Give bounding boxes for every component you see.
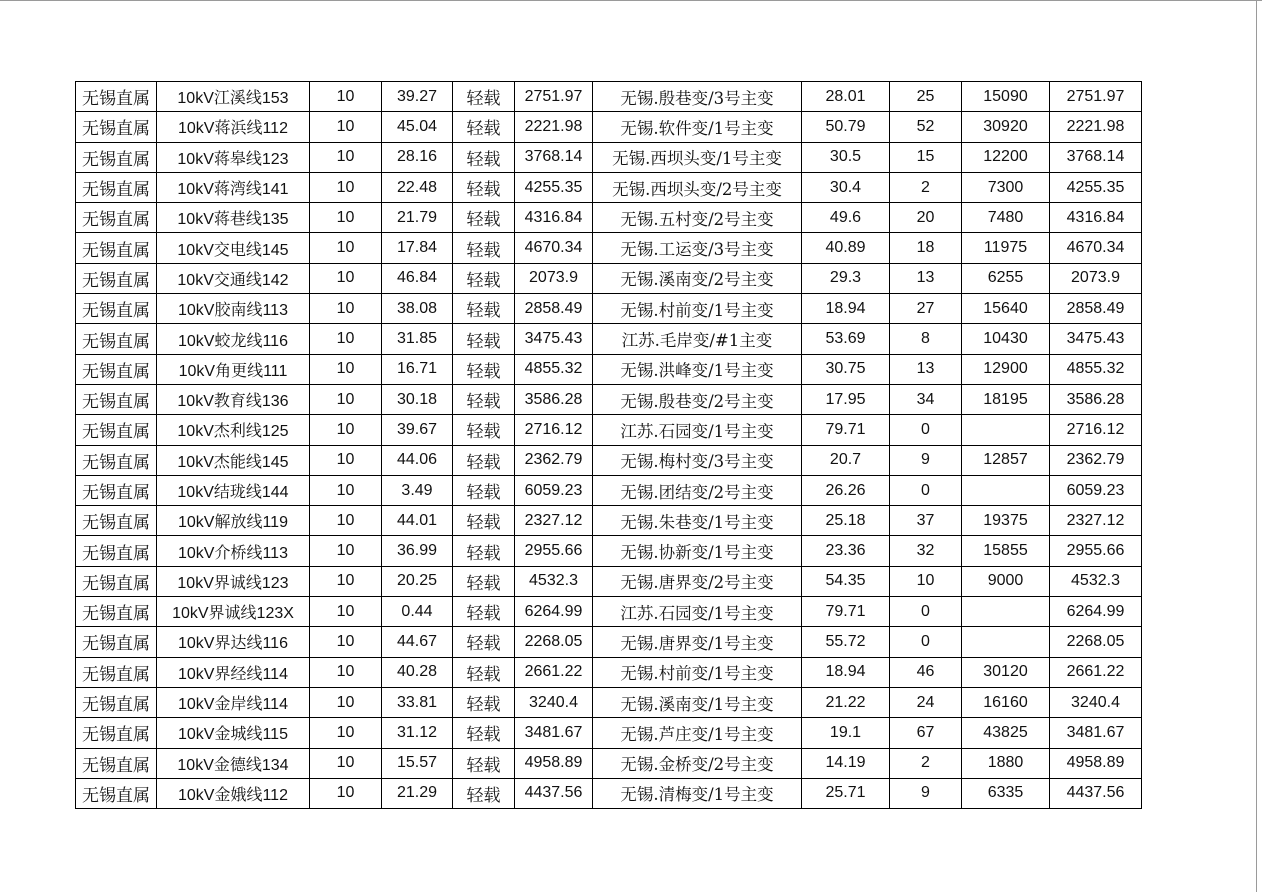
available-capacity-cell: 4670.34 [1050,233,1142,263]
transformer-load-rate-cell: 79.71 [802,597,890,627]
substation-transformer-cell: 无锡.金桥变/2号主变 [593,748,802,778]
load-rate-cell: 39.67 [382,415,453,445]
unit-cell: 无锡直属 [76,415,157,445]
voltage-cell: 10 [310,687,382,717]
voltage-cell: 10 [310,112,382,142]
load-rate-cell: 40.28 [382,657,453,687]
load-rate-cell: 45.04 [382,112,453,142]
transformer-load-rate-cell: 14.19 [802,748,890,778]
transformer-load-rate-cell: 29.3 [802,263,890,293]
load-status-cell: 轻载 [453,233,515,263]
available-capacity-cell: 2661.22 [1050,657,1142,687]
available-capacity-cell: 2858.49 [1050,294,1142,324]
user-count-cell: 15 [890,142,962,172]
line-name-cell: 10kV界诚线123X [157,597,310,627]
capacity-margin-cell: 2716.12 [515,415,593,445]
feeder-load-table [75,81,1142,809]
voltage-cell: 10 [310,233,382,263]
transformer-load-rate-cell: 25.71 [802,778,890,808]
unit-cell: 无锡直属 [76,324,157,354]
line-name-cell: 10kV金城线115 [157,718,310,748]
table-row [76,718,1142,748]
voltage-cell: 10 [310,778,382,808]
unit-cell: 无锡直属 [76,445,157,475]
unit-cell: 无锡直属 [76,718,157,748]
load-status-cell: 轻载 [453,82,515,112]
substation-transformer-cell: 无锡.溪南变/2号主变 [593,263,802,293]
capacity-margin-cell: 2327.12 [515,506,593,536]
user-count-cell: 9 [890,445,962,475]
unit-cell: 无锡直属 [76,203,157,233]
line-name-cell: 10kV蒋皋线123 [157,142,310,172]
substation-transformer-cell: 无锡.工运变/3号主变 [593,233,802,263]
load-rate-cell: 22.48 [382,172,453,202]
table-row [76,233,1142,263]
capacity-margin-cell: 2661.22 [515,657,593,687]
substation-transformer-cell: 无锡.软件变/1号主变 [593,112,802,142]
load-rate-cell: 17.84 [382,233,453,263]
load-status-cell: 轻载 [453,778,515,808]
voltage-cell: 10 [310,506,382,536]
table-row [76,354,1142,384]
installed-capacity-cell: 18195 [962,384,1050,414]
voltage-cell: 10 [310,536,382,566]
unit-cell: 无锡直属 [76,597,157,627]
user-count-cell: 20 [890,203,962,233]
available-capacity-cell: 2716.12 [1050,415,1142,445]
voltage-cell: 10 [310,263,382,293]
unit-cell: 无锡直属 [76,627,157,657]
substation-transformer-cell: 无锡.唐界变/1号主变 [593,627,802,657]
load-status-cell: 轻载 [453,354,515,384]
voltage-cell: 10 [310,354,382,384]
line-name-cell: 10kV胶南线113 [157,294,310,324]
line-name-cell: 10kV角更线111 [157,354,310,384]
available-capacity-cell: 2268.05 [1050,627,1142,657]
unit-cell: 无锡直属 [76,142,157,172]
load-status-cell: 轻载 [453,203,515,233]
load-status-cell: 轻载 [453,748,515,778]
installed-capacity-cell: 12857 [962,445,1050,475]
line-name-cell: 10kV江溪线153 [157,82,310,112]
load-status-cell: 轻载 [453,506,515,536]
installed-capacity-cell: 7300 [962,172,1050,202]
voltage-cell: 10 [310,142,382,172]
user-count-cell: 10 [890,566,962,596]
substation-transformer-cell: 无锡.村前变/1号主变 [593,294,802,324]
substation-transformer-cell: 无锡.团结变/2号主变 [593,475,802,505]
substation-transformer-cell: 江苏.石园变/1号主变 [593,597,802,627]
transformer-load-rate-cell: 21.22 [802,687,890,717]
line-name-cell: 10kV解放线119 [157,506,310,536]
table-body [76,82,1142,809]
load-status-cell: 轻载 [453,172,515,202]
table-row [76,142,1142,172]
table-row [76,263,1142,293]
user-count-cell: 2 [890,748,962,778]
transformer-load-rate-cell: 79.71 [802,415,890,445]
capacity-margin-cell: 6264.99 [515,597,593,627]
voltage-cell: 10 [310,627,382,657]
load-rate-cell: 30.18 [382,384,453,414]
unit-cell: 无锡直属 [76,354,157,384]
voltage-cell: 10 [310,384,382,414]
installed-capacity-cell: 30120 [962,657,1050,687]
table-row [76,748,1142,778]
unit-cell: 无锡直属 [76,233,157,263]
load-status-cell: 轻载 [453,687,515,717]
capacity-margin-cell: 6059.23 [515,475,593,505]
user-count-cell: 9 [890,778,962,808]
load-status-cell: 轻载 [453,142,515,172]
voltage-cell: 10 [310,172,382,202]
load-status-cell: 轻载 [453,445,515,475]
line-name-cell: 10kV蒋湾线141 [157,172,310,202]
load-status-cell: 轻载 [453,566,515,596]
capacity-margin-cell: 3481.67 [515,718,593,748]
table-row [76,324,1142,354]
capacity-margin-cell: 2362.79 [515,445,593,475]
line-name-cell: 10kV界经线114 [157,657,310,687]
user-count-cell: 0 [890,597,962,627]
line-name-cell: 10kV结珑线144 [157,475,310,505]
user-count-cell: 67 [890,718,962,748]
load-rate-cell: 31.12 [382,718,453,748]
unit-cell: 无锡直属 [76,778,157,808]
page-border-top [0,0,1262,1]
substation-transformer-cell: 无锡.西坝头变/2号主变 [593,172,802,202]
user-count-cell: 27 [890,294,962,324]
installed-capacity-cell: 16160 [962,687,1050,717]
load-rate-cell: 44.67 [382,627,453,657]
load-status-cell: 轻载 [453,627,515,657]
available-capacity-cell: 4855.32 [1050,354,1142,384]
voltage-cell: 10 [310,748,382,778]
capacity-margin-cell: 3475.43 [515,324,593,354]
load-rate-cell: 39.27 [382,82,453,112]
line-name-cell: 10kV蒋巷线135 [157,203,310,233]
user-count-cell: 13 [890,354,962,384]
load-status-cell: 轻载 [453,597,515,627]
transformer-load-rate-cell: 23.36 [802,536,890,566]
line-name-cell: 10kV教育线136 [157,384,310,414]
substation-transformer-cell: 无锡.村前变/1号主变 [593,657,802,687]
unit-cell: 无锡直属 [76,566,157,596]
installed-capacity-cell: 15090 [962,82,1050,112]
transformer-load-rate-cell: 18.94 [802,657,890,687]
user-count-cell: 0 [890,415,962,445]
transformer-load-rate-cell: 28.01 [802,82,890,112]
transformer-load-rate-cell: 50.79 [802,112,890,142]
table-row [76,627,1142,657]
load-rate-cell: 28.16 [382,142,453,172]
user-count-cell: 24 [890,687,962,717]
capacity-margin-cell: 3586.28 [515,384,593,414]
table-row [76,778,1142,808]
transformer-load-rate-cell: 17.95 [802,384,890,414]
available-capacity-cell: 2327.12 [1050,506,1142,536]
transformer-load-rate-cell: 30.5 [802,142,890,172]
voltage-cell: 10 [310,597,382,627]
load-status-cell: 轻载 [453,384,515,414]
load-rate-cell: 0.44 [382,597,453,627]
table-row [76,82,1142,112]
line-name-cell: 10kV界诚线123 [157,566,310,596]
available-capacity-cell: 2751.97 [1050,82,1142,112]
unit-cell: 无锡直属 [76,687,157,717]
substation-transformer-cell: 无锡.芦庄变/1号主变 [593,718,802,748]
table-row [76,657,1142,687]
capacity-margin-cell: 2858.49 [515,294,593,324]
substation-transformer-cell: 无锡.朱巷变/1号主变 [593,506,802,536]
page-border-right [1256,0,1257,892]
load-status-cell: 轻载 [453,415,515,445]
user-count-cell: 8 [890,324,962,354]
installed-capacity-cell: 9000 [962,566,1050,596]
capacity-margin-cell: 2955.66 [515,536,593,566]
unit-cell: 无锡直属 [76,748,157,778]
available-capacity-cell: 2073.9 [1050,263,1142,293]
available-capacity-cell: 2955.66 [1050,536,1142,566]
user-count-cell: 0 [890,627,962,657]
voltage-cell: 10 [310,294,382,324]
installed-capacity-cell: 11975 [962,233,1050,263]
table-row [76,203,1142,233]
load-rate-cell: 46.84 [382,263,453,293]
load-rate-cell: 36.99 [382,536,453,566]
capacity-margin-cell: 4437.56 [515,778,593,808]
installed-capacity-cell [962,415,1050,445]
substation-transformer-cell: 无锡.殷巷变/2号主变 [593,384,802,414]
user-count-cell: 46 [890,657,962,687]
table-row [76,566,1142,596]
voltage-cell: 10 [310,657,382,687]
load-rate-cell: 44.06 [382,445,453,475]
line-name-cell: 10kV蒋浜线112 [157,112,310,142]
capacity-margin-cell: 3240.4 [515,687,593,717]
available-capacity-cell: 3768.14 [1050,142,1142,172]
table-row [76,112,1142,142]
unit-cell: 无锡直属 [76,475,157,505]
available-capacity-cell: 4532.3 [1050,566,1142,596]
transformer-load-rate-cell: 30.4 [802,172,890,202]
capacity-margin-cell: 4255.35 [515,172,593,202]
installed-capacity-cell [962,627,1050,657]
substation-transformer-cell: 无锡.西坝头变/1号主变 [593,142,802,172]
transformer-load-rate-cell: 53.69 [802,324,890,354]
installed-capacity-cell [962,597,1050,627]
load-rate-cell: 33.81 [382,687,453,717]
installed-capacity-cell: 43825 [962,718,1050,748]
voltage-cell: 10 [310,445,382,475]
available-capacity-cell: 4316.84 [1050,203,1142,233]
user-count-cell: 52 [890,112,962,142]
installed-capacity-cell: 1880 [962,748,1050,778]
load-rate-cell: 21.79 [382,203,453,233]
installed-capacity-cell: 6335 [962,778,1050,808]
unit-cell: 无锡直属 [76,506,157,536]
available-capacity-cell: 6059.23 [1050,475,1142,505]
table-row [76,384,1142,414]
transformer-load-rate-cell: 25.18 [802,506,890,536]
unit-cell: 无锡直属 [76,82,157,112]
load-rate-cell: 20.25 [382,566,453,596]
table-row [76,597,1142,627]
substation-transformer-cell: 无锡.溪南变/1号主变 [593,687,802,717]
user-count-cell: 34 [890,384,962,414]
substation-transformer-cell: 无锡.唐界变/2号主变 [593,566,802,596]
voltage-cell: 10 [310,475,382,505]
load-status-cell: 轻载 [453,294,515,324]
load-rate-cell: 15.57 [382,748,453,778]
unit-cell: 无锡直属 [76,172,157,202]
line-name-cell: 10kV交电线145 [157,233,310,263]
load-rate-cell: 16.71 [382,354,453,384]
load-rate-cell: 44.01 [382,506,453,536]
voltage-cell: 10 [310,324,382,354]
transformer-load-rate-cell: 49.6 [802,203,890,233]
capacity-margin-cell: 4532.3 [515,566,593,596]
transformer-load-rate-cell: 20.7 [802,445,890,475]
transformer-load-rate-cell: 26.26 [802,475,890,505]
substation-transformer-cell: 无锡.殷巷变/3号主变 [593,82,802,112]
installed-capacity-cell: 19375 [962,506,1050,536]
unit-cell: 无锡直属 [76,657,157,687]
installed-capacity-cell: 12200 [962,142,1050,172]
available-capacity-cell: 4437.56 [1050,778,1142,808]
load-status-cell: 轻载 [453,475,515,505]
installed-capacity-cell: 30920 [962,112,1050,142]
capacity-margin-cell: 2751.97 [515,82,593,112]
substation-transformer-cell: 江苏.石园变/1号主变 [593,415,802,445]
available-capacity-cell: 3240.4 [1050,687,1142,717]
user-count-cell: 18 [890,233,962,263]
unit-cell: 无锡直属 [76,536,157,566]
substation-transformer-cell: 无锡.清梅变/1号主变 [593,778,802,808]
load-rate-cell: 21.29 [382,778,453,808]
capacity-margin-cell: 4958.89 [515,748,593,778]
load-status-cell: 轻载 [453,263,515,293]
voltage-cell: 10 [310,203,382,233]
table-row [76,415,1142,445]
substation-transformer-cell: 无锡.梅村变/3号主变 [593,445,802,475]
installed-capacity-cell: 10430 [962,324,1050,354]
line-name-cell: 10kV交通线142 [157,263,310,293]
installed-capacity-cell: 15855 [962,536,1050,566]
transformer-load-rate-cell: 19.1 [802,718,890,748]
capacity-margin-cell: 4316.84 [515,203,593,233]
available-capacity-cell: 6264.99 [1050,597,1142,627]
load-rate-cell: 3.49 [382,475,453,505]
capacity-margin-cell: 3768.14 [515,142,593,172]
table-row [76,687,1142,717]
installed-capacity-cell: 12900 [962,354,1050,384]
table-row [76,172,1142,202]
installed-capacity-cell: 15640 [962,294,1050,324]
voltage-cell: 10 [310,415,382,445]
line-name-cell: 10kV杰利线125 [157,415,310,445]
installed-capacity-cell: 6255 [962,263,1050,293]
capacity-margin-cell: 2073.9 [515,263,593,293]
table-row [76,475,1142,505]
user-count-cell: 32 [890,536,962,566]
unit-cell: 无锡直属 [76,294,157,324]
user-count-cell: 37 [890,506,962,536]
load-status-cell: 轻载 [453,718,515,748]
voltage-cell: 10 [310,82,382,112]
line-name-cell: 10kV杰能线145 [157,445,310,475]
available-capacity-cell: 4958.89 [1050,748,1142,778]
capacity-margin-cell: 2268.05 [515,627,593,657]
voltage-cell: 10 [310,718,382,748]
user-count-cell: 2 [890,172,962,202]
table-row [76,294,1142,324]
voltage-cell: 10 [310,566,382,596]
line-name-cell: 10kV介桥线113 [157,536,310,566]
available-capacity-cell: 2221.98 [1050,112,1142,142]
available-capacity-cell: 3586.28 [1050,384,1142,414]
installed-capacity-cell [962,475,1050,505]
load-rate-cell: 38.08 [382,294,453,324]
transformer-load-rate-cell: 18.94 [802,294,890,324]
substation-transformer-cell: 无锡.五村变/2号主变 [593,203,802,233]
transformer-load-rate-cell: 40.89 [802,233,890,263]
load-status-cell: 轻载 [453,112,515,142]
available-capacity-cell: 4255.35 [1050,172,1142,202]
load-status-cell: 轻载 [453,536,515,566]
unit-cell: 无锡直属 [76,384,157,414]
load-rate-cell: 31.85 [382,324,453,354]
transformer-load-rate-cell: 30.75 [802,354,890,384]
user-count-cell: 0 [890,475,962,505]
available-capacity-cell: 3481.67 [1050,718,1142,748]
line-name-cell: 10kV金娥线112 [157,778,310,808]
table-row [76,445,1142,475]
table-row [76,536,1142,566]
user-count-cell: 13 [890,263,962,293]
capacity-margin-cell: 4855.32 [515,354,593,384]
available-capacity-cell: 2362.79 [1050,445,1142,475]
substation-transformer-cell: 无锡.洪峰变/1号主变 [593,354,802,384]
line-name-cell: 10kV金岸线114 [157,687,310,717]
line-name-cell: 10kV金德线134 [157,748,310,778]
available-capacity-cell: 3475.43 [1050,324,1142,354]
line-name-cell: 10kV蛟龙线116 [157,324,310,354]
unit-cell: 无锡直属 [76,112,157,142]
transformer-load-rate-cell: 55.72 [802,627,890,657]
installed-capacity-cell: 7480 [962,203,1050,233]
table-row [76,506,1142,536]
capacity-margin-cell: 4670.34 [515,233,593,263]
user-count-cell: 25 [890,82,962,112]
unit-cell: 无锡直属 [76,263,157,293]
load-status-cell: 轻载 [453,657,515,687]
capacity-margin-cell: 2221.98 [515,112,593,142]
substation-transformer-cell: 江苏.毛岸变/#1主变 [593,324,802,354]
substation-transformer-cell: 无锡.协新变/1号主变 [593,536,802,566]
transformer-load-rate-cell: 54.35 [802,566,890,596]
load-status-cell: 轻载 [453,324,515,354]
line-name-cell: 10kV界达线116 [157,627,310,657]
